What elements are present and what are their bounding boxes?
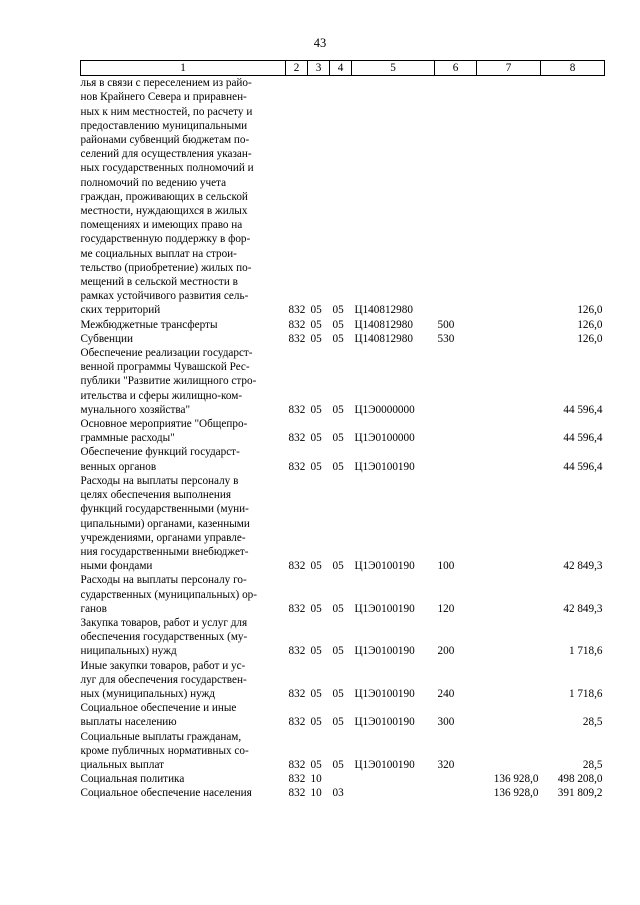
row-amount-7 <box>477 445 541 473</box>
table-row <box>81 76 605 318</box>
row-amount-7: 136 928,0 <box>493 787 539 800</box>
row-name-cell <box>81 659 286 702</box>
table-row <box>81 445 605 473</box>
row-name-cell <box>81 616 286 659</box>
table-row <box>81 730 605 773</box>
row-name: Социальные выплаты гражданам, кроме публичных нормативных со- циальных выплат <box>80 730 249 771</box>
row-ministry-code: 832 <box>288 560 306 573</box>
header-col-4: 4 <box>330 61 352 76</box>
header-col-1: 1 <box>81 61 286 76</box>
row-ministry-code: 832 <box>288 304 306 317</box>
table-body <box>81 76 605 801</box>
row-amount-8: 498 208,0 <box>557 773 603 786</box>
row-name: лья в связи с переселением из райо- нов Крайнего Севера и приравнен- ных к ним местностей, по расчету и предоставлению муниципальными районами субвенций бюджетам по- селений для осуществления указан- ных государственных полномочий и полномочий по ведению учета граждан, проживающих в сельской местности, нуждающихся в жилых помещениях и имеющих право на государственную поддержку в фор- ме социальных выплат на строи- тельство (приобретение) жилых по- мещений в сельской местности в рамках устойчивого развития сель- ских территорий <box>80 77 254 317</box>
row-expense-type <box>435 346 477 417</box>
row-name: Расходы на выплаты персоналу го- сударственных (муниципальных) ор- ганов <box>80 574 257 615</box>
row-target-code: Ц140812980 <box>354 332 413 345</box>
row-section-code: 05 <box>310 403 322 416</box>
header-col-6: 6 <box>435 61 477 76</box>
row-amount-8: 391 809,2 <box>557 787 603 800</box>
row-target-code: Ц1Э0100190 <box>354 687 415 700</box>
row-ministry-code: 832 <box>288 758 306 771</box>
row-name-cell <box>81 701 286 729</box>
table-row <box>81 573 605 616</box>
row-amount-7 <box>477 573 541 616</box>
row-ministry-code: 832 <box>288 602 306 615</box>
table-row <box>81 659 605 702</box>
row-ministry-code: 832 <box>288 716 306 729</box>
row-subsection-code: 05 <box>332 645 344 658</box>
row-amount-8: 44 596,4 <box>563 432 603 445</box>
table-row <box>81 701 605 729</box>
page-number: 43 <box>313 36 327 50</box>
row-amount-8: 42 849,3 <box>563 560 603 573</box>
row-subsection-code: 05 <box>332 687 344 700</box>
row-amount-8: 1 718,6 <box>568 645 603 658</box>
row-name: Социальная политика <box>80 773 185 786</box>
row-amount-7 <box>477 659 541 702</box>
row-target-code: Ц1Э0100000 <box>354 432 415 445</box>
row-expense-type: 500 <box>437 318 455 331</box>
row-amount-8: 28,5 <box>582 716 603 729</box>
row-subsection-code: 05 <box>332 560 344 573</box>
row-amount-7 <box>477 730 541 773</box>
row-amount-8: 42 849,3 <box>563 602 603 615</box>
table-row <box>81 417 605 445</box>
header-row <box>81 61 605 76</box>
row-section-code: 05 <box>310 318 322 331</box>
row-name-cell <box>81 474 286 573</box>
row-amount-8: 44 596,4 <box>563 403 603 416</box>
row-amount-7 <box>477 346 541 417</box>
row-expense-type: 100 <box>437 560 455 573</box>
row-amount-7 <box>477 318 541 332</box>
row-subsection-code: 03 <box>332 787 344 800</box>
row-amount-7: 136 928,0 <box>493 773 539 786</box>
row-name-cell <box>81 573 286 616</box>
row-expense-type: 530 <box>437 332 455 345</box>
row-subsection-code: 05 <box>332 716 344 729</box>
table-row <box>81 318 605 332</box>
row-amount-7 <box>477 701 541 729</box>
row-ministry-code: 832 <box>288 318 306 331</box>
row-expense-type <box>435 445 477 473</box>
header-col-7: 7 <box>477 61 541 76</box>
row-ministry-code: 832 <box>288 332 306 345</box>
row-section-code: 05 <box>310 304 322 317</box>
row-section-code: 05 <box>310 332 322 345</box>
row-name: Социальное обеспечение населения <box>80 787 252 800</box>
row-name: Обеспечение реализации государст- венной программы Чувашской Рес- публики "Развитие жилищного стро- ительства и сферы жилищно-ком- мунального хозяйства" <box>80 347 257 416</box>
table-row <box>81 616 605 659</box>
row-section-code: 05 <box>310 758 322 771</box>
row-expense-type <box>435 417 477 445</box>
row-name-cell <box>81 332 286 346</box>
row-expense-type: 200 <box>437 645 455 658</box>
row-subsection-code: 05 <box>332 304 344 317</box>
row-section-code: 05 <box>310 687 322 700</box>
row-ministry-code: 832 <box>288 773 306 786</box>
row-amount-8: 28,5 <box>582 758 603 771</box>
row-expense-type <box>435 76 477 318</box>
row-amount-7 <box>477 474 541 573</box>
row-ministry-code: 832 <box>288 432 306 445</box>
row-amount-7 <box>477 332 541 346</box>
row-target-code: Ц140812980 <box>354 304 413 317</box>
header-col-3: 3 <box>308 61 330 76</box>
budget-table <box>80 60 605 801</box>
row-ministry-code: 832 <box>288 645 306 658</box>
row-name-cell <box>81 318 286 332</box>
row-target-code: Ц1Э0100190 <box>354 645 415 658</box>
header-col-5: 5 <box>352 61 435 76</box>
row-expense-type: 240 <box>437 687 455 700</box>
row-name-cell <box>81 786 286 800</box>
row-name: Социальное обеспечение и иные выплаты населению <box>80 702 237 729</box>
row-section-code: 05 <box>310 560 322 573</box>
table-row <box>81 786 605 800</box>
row-amount-8: 44 596,4 <box>563 460 603 473</box>
row-ministry-code: 832 <box>288 403 306 416</box>
table-row <box>81 332 605 346</box>
row-subsection-code: 05 <box>332 758 344 771</box>
row-amount-8: 126,0 <box>577 332 603 345</box>
row-ministry-code: 832 <box>288 787 306 800</box>
row-subsection-code: 05 <box>332 602 344 615</box>
row-amount-8: 126,0 <box>577 304 603 317</box>
row-target-code <box>352 786 435 800</box>
row-subsection-code <box>330 772 352 786</box>
row-target-code: Ц1Э0100190 <box>354 716 415 729</box>
row-section-code: 05 <box>310 602 322 615</box>
row-name: Закупка товаров, работ и услуг для обеспечения государственных (му- ниципальных) нужд <box>80 616 248 658</box>
header-col-8: 8 <box>541 61 605 76</box>
table-row <box>81 772 605 786</box>
row-target-code: Ц1Э0100190 <box>354 460 415 473</box>
table-row <box>81 474 605 573</box>
row-name: Иные закупки товаров, работ и ус- луг для обеспечения государствен- ных (муниципальных) нужд <box>80 659 247 700</box>
row-section-code: 10 <box>310 787 322 800</box>
row-target-code: Ц1Э0100190 <box>354 602 415 615</box>
row-subsection-code: 05 <box>332 332 344 345</box>
row-target-code: Ц1Э0100190 <box>354 758 415 771</box>
row-section-code: 10 <box>310 773 322 786</box>
row-name-cell <box>81 76 286 318</box>
row-section-code: 05 <box>310 716 322 729</box>
row-amount-8: 1 718,6 <box>568 687 603 700</box>
row-target-code: Ц140812980 <box>354 318 413 331</box>
row-target-code: Ц1Э0100190 <box>354 560 415 573</box>
table-row <box>81 346 605 417</box>
row-amount-7 <box>477 417 541 445</box>
row-subsection-code: 05 <box>332 318 344 331</box>
row-name-cell <box>81 730 286 773</box>
row-section-code: 05 <box>310 432 322 445</box>
row-expense-type <box>435 786 477 800</box>
row-subsection-code: 05 <box>332 432 344 445</box>
row-target-code: Ц1Э0000000 <box>354 403 415 416</box>
row-section-code: 05 <box>310 460 322 473</box>
row-section-code: 05 <box>310 645 322 658</box>
row-ministry-code: 832 <box>288 460 306 473</box>
row-name-cell <box>81 417 286 445</box>
row-expense-type: 300 <box>437 716 455 729</box>
row-subsection-code: 05 <box>332 460 344 473</box>
row-name-cell <box>81 772 286 786</box>
row-subsection-code: 05 <box>332 403 344 416</box>
row-expense-type <box>435 772 477 786</box>
row-amount-7 <box>477 616 541 659</box>
row-name: Субвенции <box>80 332 133 345</box>
row-amount-8: 126,0 <box>577 318 603 331</box>
row-name-cell <box>81 346 286 417</box>
row-expense-type: 320 <box>437 758 455 771</box>
row-name: Обеспечение функций государст- венных органов <box>80 446 240 473</box>
row-expense-type: 120 <box>437 602 455 615</box>
row-target-code <box>352 772 435 786</box>
row-name: Межбюджетные трансферты <box>80 318 218 331</box>
header-col-2: 2 <box>286 61 308 76</box>
row-ministry-code: 832 <box>288 687 306 700</box>
row-amount-7 <box>477 76 541 318</box>
row-name: Расходы на выплаты персоналу в целях обеспечения выполнения функций государственными (муни- ципальными) органами, казенными учреждениями, органами управле- ния государственными внебюджет- ными фондами <box>80 474 250 573</box>
row-name: Основное мероприятие "Общепро- граммные расходы" <box>80 418 248 445</box>
row-name-cell <box>81 445 286 473</box>
